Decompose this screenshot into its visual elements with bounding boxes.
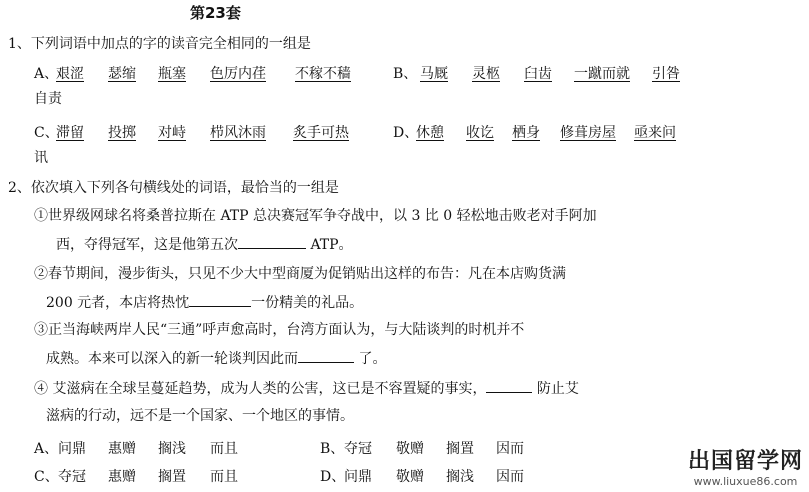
q1-option-b-word: 马厩: [420, 66, 448, 82]
q2-option-d-word: 搁浅: [446, 469, 474, 485]
q2-option-b-word: 夺冠: [344, 441, 372, 457]
q2-sentence-2-text: 200 元者，本店将热忱: [46, 295, 190, 311]
watermark-url: www.liuxue86.com: [693, 475, 798, 488]
q2-option-c-word: 惠赠: [108, 469, 136, 485]
q2-sentence-4-tail: 防止艾: [536, 381, 579, 397]
q1-option-a-word: 瑟缩: [108, 66, 136, 82]
q1-option-b-word: 灵柩: [472, 66, 500, 82]
q1-option-d-word: 栖身: [512, 125, 540, 141]
q1-option-a-word: 瓶塞: [158, 66, 186, 82]
q1-option-a-word: 艰涩: [56, 66, 84, 82]
q2-sentence-3-line-1: ③正当海峡两岸人民“三通”呼声愈高时，台湾方面认为，与大陆谈判的时机并不: [34, 322, 525, 338]
q1-option-b-word: 一蹴而就: [574, 66, 630, 82]
q2-sentence-3-text: 成熟。本来可以深入的新一轮谈判因此而: [46, 351, 298, 367]
q1-option-c-word: 对峙: [158, 125, 186, 141]
q2-option-d-label: D、: [320, 469, 346, 485]
q2-option-b-word: 因而: [496, 441, 524, 457]
page-title: 第23套: [190, 4, 241, 22]
q2-option-d-word: 问鼎: [344, 469, 372, 485]
q2-option-d-word: 因而: [496, 469, 524, 485]
q2-option-b-label: B、: [320, 441, 345, 457]
q2-sentence-4-text: ④ 艾滋病在全球呈蔓延趋势，成为人类的公害，这已是不容置疑的事实，: [34, 381, 487, 397]
q2-option-a-label: A、: [34, 441, 59, 457]
q2-option-a-word: 问鼎: [58, 441, 86, 457]
q2-sentence-2-line-1: ②春节期间，漫步街头，只见不少大中型商厦为促销贴出这样的布告：凡在本店购货满: [34, 266, 566, 282]
q1-option-a-word: 色厉内荏: [210, 66, 266, 82]
q1-option-b-word: 臼齿: [524, 66, 552, 82]
q2-option-d-word: 敬赠: [396, 469, 424, 485]
q2-sentence-2-tail: 一份精美的礼品。: [251, 295, 364, 311]
q2-option-a-word: 而且: [210, 441, 238, 457]
q1-option-c-word: 栉风沐雨: [210, 125, 266, 141]
q2-sentence-1-text: 西，夺得冠军，这是他第五次: [56, 237, 238, 253]
q1-option-c-word: 投掷: [108, 125, 136, 141]
q2-sentence-3-line-2: [46, 348, 386, 369]
q1-option-d-word: 修葺房屋: [560, 125, 616, 141]
q2-option-c-word: 夺冠: [58, 469, 86, 485]
q1-option-c-word: 滞留: [56, 125, 84, 141]
question-2-stem: 2、依次填入下列各句横线处的词语，最恰当的一组是: [8, 180, 339, 196]
q2-sentence-1-line-2: [56, 234, 353, 255]
q2-sentence-1-line-1: ①世界级网球名将桑普拉斯在 ATP 总决赛冠军争夺战中，以 3 比 0 轻松地击败老对手阿加: [34, 208, 597, 224]
fill-blank: [298, 348, 354, 363]
q1-option-b-label: B、: [393, 66, 418, 82]
q1-option-a-label: A、: [34, 66, 59, 82]
q2-option-a-word: 搁浅: [158, 441, 186, 457]
watermark-name: 出国留学网: [687, 449, 803, 474]
watermark-logo: [688, 444, 803, 488]
q1-option-c-label: C、: [34, 125, 59, 141]
q2-option-b-word: 搁置: [446, 441, 474, 457]
q2-option-c-word: 搁置: [158, 469, 186, 485]
q1-option-d-word: 收讫: [466, 125, 494, 141]
q2-sentence-2-line-2: [46, 292, 363, 313]
q1-option-d-word: 亟来问: [634, 125, 676, 141]
fill-blank: [486, 378, 532, 393]
q2-option-c-word: 而且: [210, 469, 238, 485]
fill-blank: [189, 292, 251, 307]
q2-option-c-label: C、: [34, 469, 59, 485]
q2-sentence-4-line-2: 滋病的行动，远不是一个国家、一个地区的事情。: [46, 408, 354, 424]
q2-sentence-1-tail: ATP。: [310, 237, 353, 253]
q1-option-d-word: 休憩: [416, 125, 444, 141]
q1-option-c-word: 炙手可热: [293, 125, 349, 141]
q2-sentence-4-line-1: [34, 378, 579, 399]
q1-option-a-word: 不稼不穑: [295, 66, 351, 82]
q2-sentence-3-tail: 了。: [358, 351, 387, 367]
q1-option-d-label: D、: [393, 125, 419, 141]
q1-option-b-word: 引咎: [652, 66, 680, 82]
q1-option-b-continuation: 自责: [34, 91, 62, 107]
question-1-stem: 1、下列词语中加点的字的读音完全相同的一组是: [8, 36, 311, 52]
q1-option-d-continuation: 讯: [34, 150, 48, 166]
q2-option-b-word: 敬赠: [396, 441, 424, 457]
q2-option-a-word: 惠赠: [108, 441, 136, 457]
fill-blank: [238, 234, 306, 249]
